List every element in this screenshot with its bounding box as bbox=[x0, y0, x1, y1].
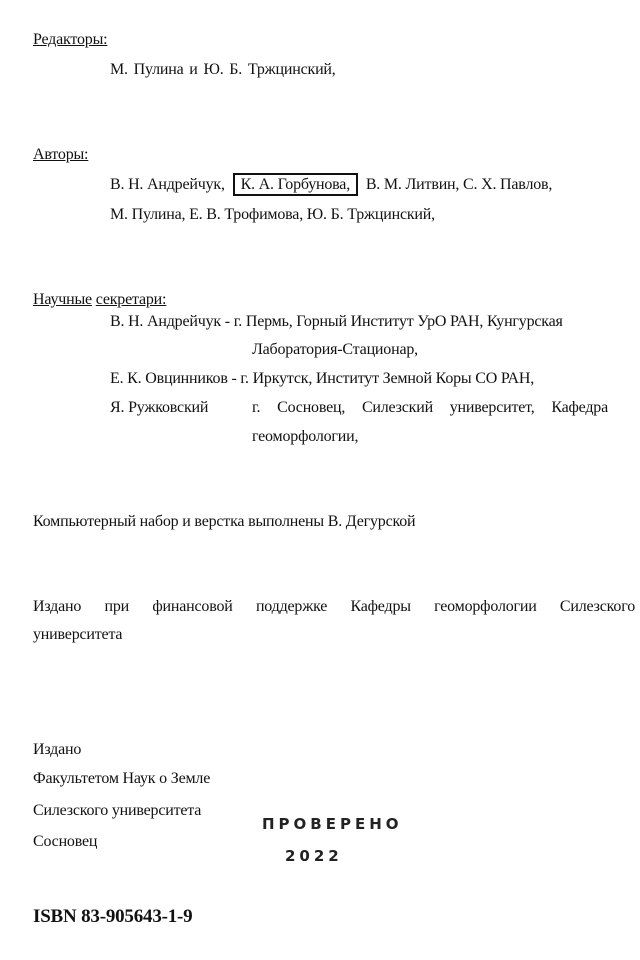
publisher-line-4: Сосновец bbox=[33, 833, 98, 850]
funding-line-2: университета bbox=[33, 626, 123, 643]
editors-names: М. Пулина и Ю. Б. Тржцинский, bbox=[110, 61, 336, 78]
secretary-entry-3-cont: геоморфологии, bbox=[252, 428, 359, 445]
author-name: В. Н. Андрейчук, bbox=[110, 176, 225, 193]
secretaries-heading bbox=[33, 290, 166, 310]
publisher-line-2: Факультетом Наук о Земле bbox=[33, 770, 211, 787]
heading-word: Научные bbox=[33, 291, 92, 308]
publisher-line-1: Издано bbox=[33, 741, 82, 758]
publisher-line-3: Силезского университета bbox=[33, 802, 202, 819]
highlighted-author-name: К. А. Горбунова, bbox=[233, 173, 358, 196]
secretary-entry-1-cont: Лаборатория-Стационар, bbox=[252, 341, 418, 358]
authors-heading: Авторы: bbox=[33, 146, 89, 163]
heading-word: секретари: bbox=[95, 291, 167, 308]
authors-line-1 bbox=[110, 175, 552, 195]
author-names: В. М. Литвин, С. Х. Павлов, bbox=[365, 176, 553, 193]
verification-stamp-year: 2022 bbox=[285, 847, 343, 865]
secretary-entry-2: Е. К. Овцинников - г. Иркутск, Институт Земной Коры СО РАН, bbox=[110, 370, 535, 387]
secretary-entry-1: В. Н. Андрейчук - г. Пермь, Горный Институт УрО РАН, Кунгурская bbox=[110, 313, 563, 330]
typesetting-credit: Компьютерный набор и верстка выполнены В. Дегурской bbox=[33, 513, 416, 530]
funding-line-1: Издано при финансовой поддержке Кафедры геоморфологии Силезского bbox=[33, 598, 635, 615]
authors-line-2: М. Пулина, Е. В. Трофимова, Ю. Б. Тржцинский, bbox=[110, 206, 435, 223]
isbn: ISBN 83-905643-1-9 bbox=[33, 906, 193, 927]
secretary-entry-3-rest: г. Сосновец, Силезский университет, Кафедра bbox=[252, 399, 608, 416]
verification-stamp: ПРОВЕРЕНО bbox=[262, 815, 403, 833]
secretary-entry-3-name: Я. Ружковский bbox=[110, 399, 209, 416]
editors-heading: Редакторы: bbox=[33, 31, 108, 48]
